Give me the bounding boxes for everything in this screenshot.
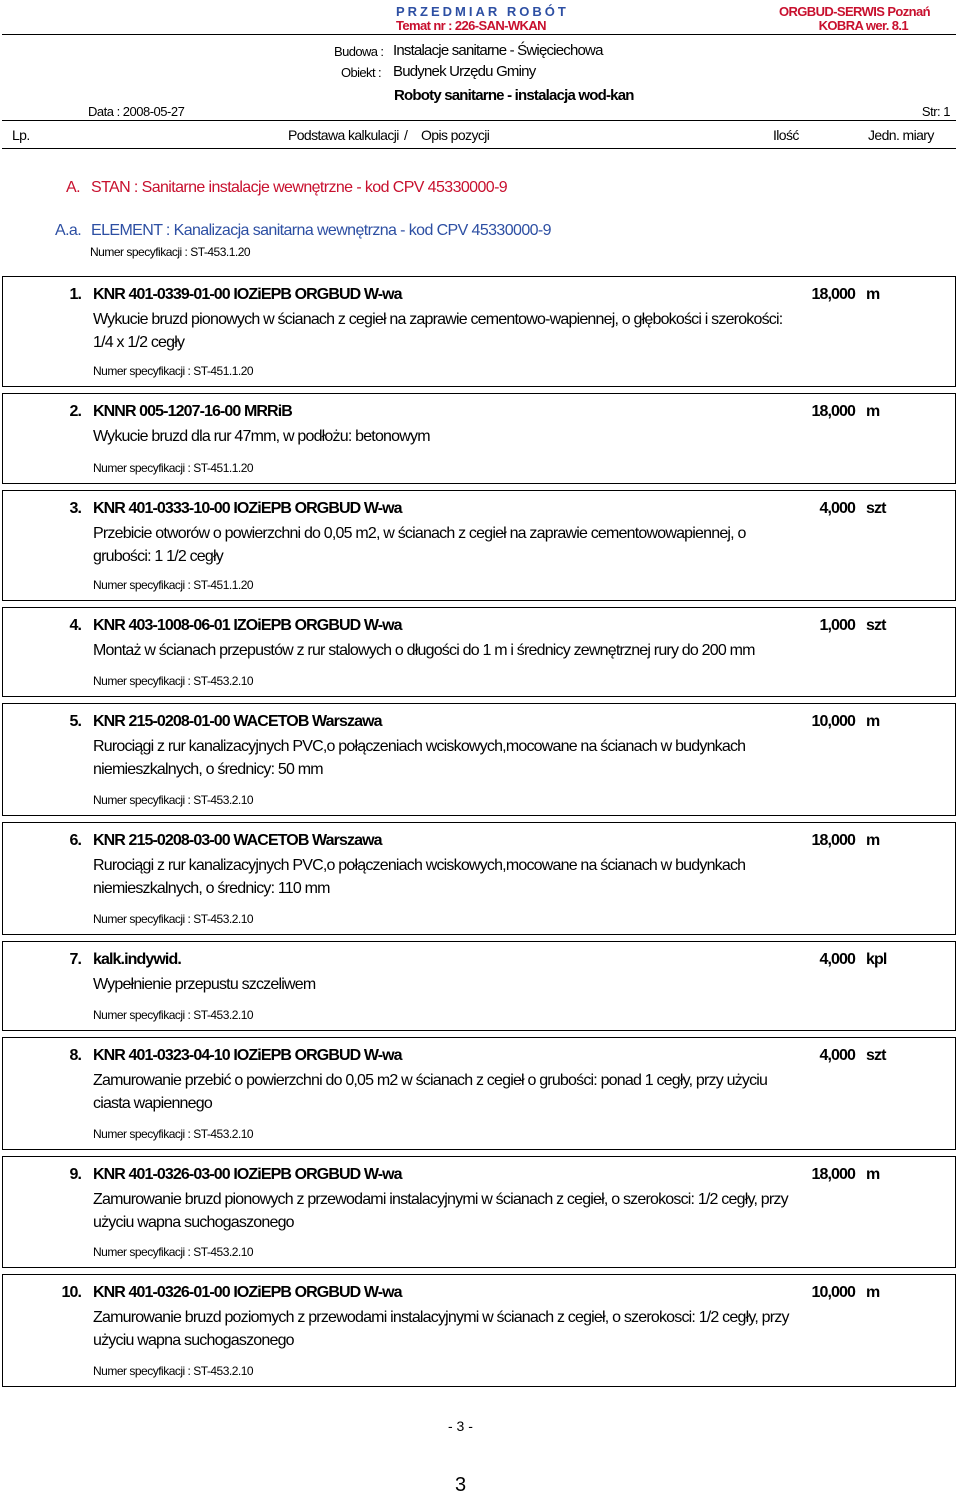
item-spec-number: Numer specyfikacji : ST-453.2.10 — [93, 674, 254, 688]
item-spec-number: Numer specyfikacji : ST-453.2.10 — [93, 1127, 254, 1141]
item-spec-number: Numer specyfikacji : ST-453.2.10 — [93, 1245, 254, 1259]
item-quantity: 1,000 — [819, 617, 855, 634]
item-description: Rurociągi z rur kanalizacyjnych PVC,o połączeniach wciskowych,mocowane na ścianach w budynkach niemieszkalnych, o średnicy: 50 mm — [93, 738, 746, 778]
item-basis: KNR 401-0326-03-00 IOZiEPB ORGBUD W-wa — [93, 1166, 402, 1183]
item-spec-number: Numer specyfikacji : ST-453.2.10 — [93, 1008, 254, 1022]
item-unit: m — [866, 713, 880, 730]
item-basis: KNR 215-0208-01-00 WACETOB Warszawa — [93, 713, 382, 730]
item-row — [2, 607, 956, 697]
column-header-top-rule — [2, 120, 956, 121]
item-unit: szt — [866, 500, 886, 517]
item-description: Zamurowanie bruzd poziomych z przewodami instalacyjnymi w ścianach z cegieł, o szerokosci: 1/2 cegły, przy użyciu wapna suchogaszonego — [93, 1309, 789, 1349]
item-spec-number: Numer specyfikacji : ST-453.2.10 — [93, 793, 254, 807]
item-spec-number: Numer specyfikacji : ST-453.2.10 — [93, 1364, 254, 1378]
item-spec-number: Numer specyfikacji : ST-451.1.20 — [93, 578, 254, 592]
item-basis: KNR 401-0333-10-00 IOZiEPB ORGBUD W-wa — [93, 500, 402, 517]
column-lp: Lp. — [12, 127, 30, 143]
item-quantity: 18,000 — [811, 286, 855, 303]
item-row — [2, 1037, 956, 1150]
item-number: 5. — [69, 713, 81, 730]
item-quantity: 4,000 — [819, 951, 855, 968]
page-number: 3 — [455, 1474, 467, 1496]
item-spec-number: Numer specyfikacji : ST-451.1.20 — [93, 461, 254, 475]
element-spec-number: Numer specyfikacji : ST-453.1.20 — [90, 245, 251, 259]
document-date: Data : 2008-05-27 — [88, 104, 185, 119]
works-section-title: Roboty sanitarne - instalacja wod-kan — [394, 87, 634, 104]
item-quantity: 4,000 — [819, 500, 855, 517]
item-number: 7. — [69, 951, 81, 968]
item-basis: KNR 403-1008-06-01 IZOiEPB ORGBUD W-wa — [93, 617, 402, 634]
item-description: Zamurowanie bruzd pionowych z przewodami instalacyjnymi w ścianach z cegieł, o szerokosci: 1/2 cegły, przy użyciu wapna suchogaszonego — [93, 1191, 788, 1231]
item-spec-number: Numer specyfikacji : ST-453.2.10 — [93, 912, 254, 926]
stan-code: A. — [66, 179, 80, 196]
item-row — [2, 490, 956, 601]
column-header-bottom-rule — [2, 148, 956, 149]
item-row — [2, 822, 956, 935]
item-row — [2, 393, 956, 484]
column-ilosc: Ilość — [773, 127, 799, 143]
page-indicator: Str: 1 — [921, 104, 950, 119]
item-description: Montaż w ścianach przepustów z rur stalowych o długości do 1 m i średnicy zewnętrznej rury do 200 mm — [93, 642, 755, 659]
item-number: 8. — [69, 1047, 81, 1064]
column-podstawa: Podstawa kalkulacji — [288, 127, 399, 143]
item-quantity: 18,000 — [811, 403, 855, 420]
header-divider — [2, 34, 956, 35]
item-number: 2. — [69, 403, 81, 420]
item-description: Wykucie bruzd pionowych w ścianach z cegieł na zaprawie cementowo-wapiennej, o głębokości i szerokości: 1/4 x 1/2 cegły — [93, 311, 783, 351]
item-number: 10. — [61, 1284, 81, 1301]
item-spec-number: Numer specyfikacji : ST-451.1.20 — [93, 364, 254, 378]
item-number: 3. — [69, 500, 81, 517]
item-unit: m — [866, 286, 880, 303]
item-basis: kalk.indywid. — [93, 951, 181, 968]
topic-number: Temat nr : 226-SAN-WKAN — [396, 18, 546, 33]
item-description: Wypełnienie przepustu szczeliwem — [93, 976, 316, 993]
item-basis: KNNR 005-1207-16-00 MRRiB — [93, 403, 292, 420]
column-separator: / — [404, 127, 408, 143]
budowa-value: Instalacje sanitarne - Święciechowa — [393, 42, 603, 59]
item-row — [2, 1156, 956, 1268]
item-unit: m — [866, 403, 880, 420]
document-title: PRZEDMIAR ROBÓT — [396, 4, 569, 19]
page-marker: - 3 - — [448, 1418, 473, 1434]
item-quantity: 18,000 — [811, 832, 855, 849]
item-quantity: 4,000 — [819, 1047, 855, 1064]
column-jedn: Jedn. miary — [868, 127, 934, 143]
obiekt-label: Obiekt : — [341, 65, 381, 80]
item-number: 6. — [69, 832, 81, 849]
item-number: 4. — [69, 617, 81, 634]
item-unit: m — [866, 1166, 880, 1183]
item-quantity: 10,000 — [811, 1284, 855, 1301]
item-unit: szt — [866, 617, 886, 634]
stan-heading: STAN : Sanitarne instalacje wewnętrzne - kod CPV 45330000-9 — [91, 179, 508, 196]
item-description: Wykucie bruzd dla rur 47mm, w podłożu: betonowym — [93, 428, 430, 445]
item-description: Przebicie otworów o powierzchni do 0,05 m2, w ścianach z cegieł na zaprawie cementowowapiennej, o grubości: 1 1/2 cegły — [93, 525, 746, 565]
budowa-label: Budowa : — [334, 44, 384, 59]
item-unit: m — [866, 1284, 880, 1301]
item-unit: kpl — [866, 951, 887, 968]
item-number: 1. — [69, 286, 81, 303]
obiekt-value: Budynek Urzędu Gminy — [393, 63, 536, 80]
item-basis: KNR 215-0208-03-00 WACETOB Warszawa — [93, 832, 382, 849]
item-row — [2, 941, 956, 1031]
item-basis: KNR 401-0339-01-00 IOZiEPB ORGBUD W-wa — [93, 286, 402, 303]
column-opis: Opis pozycji — [421, 127, 490, 143]
element-code: A.a. — [55, 222, 82, 239]
item-row — [2, 703, 956, 816]
item-unit: szt — [866, 1047, 886, 1064]
item-description: Zamurowanie przebić o powierzchni do 0,05 m2 w ścianach z cegieł o grubości: ponad 1 cegły, przy użyciu ciasta wapiennego — [93, 1072, 768, 1112]
company-name: ORGBUD-SERWIS Poznań — [779, 4, 930, 19]
item-quantity: 10,000 — [811, 713, 855, 730]
item-description: Rurociągi z rur kanalizacyjnych PVC,o połączeniach wciskowych,mocowane na ścianach w budynkach niemieszkalnych, o średnicy: 110 mm — [93, 857, 746, 897]
item-basis: KNR 401-0323-04-10 IOZiEPB ORGBUD W-wa — [93, 1047, 402, 1064]
item-unit: m — [866, 832, 880, 849]
item-quantity: 18,000 — [811, 1166, 855, 1183]
item-basis: KNR 401-0326-01-00 IOZiEPB ORGBUD W-wa — [93, 1284, 402, 1301]
element-heading: ELEMENT : Kanalizacja sanitarna wewnętrzna - kod CPV 45330000-9 — [91, 222, 551, 239]
item-number: 9. — [69, 1166, 81, 1183]
item-row — [2, 1274, 956, 1387]
item-row — [2, 276, 956, 387]
software-version: KOBRA wer. 8.1 — [818, 18, 908, 33]
